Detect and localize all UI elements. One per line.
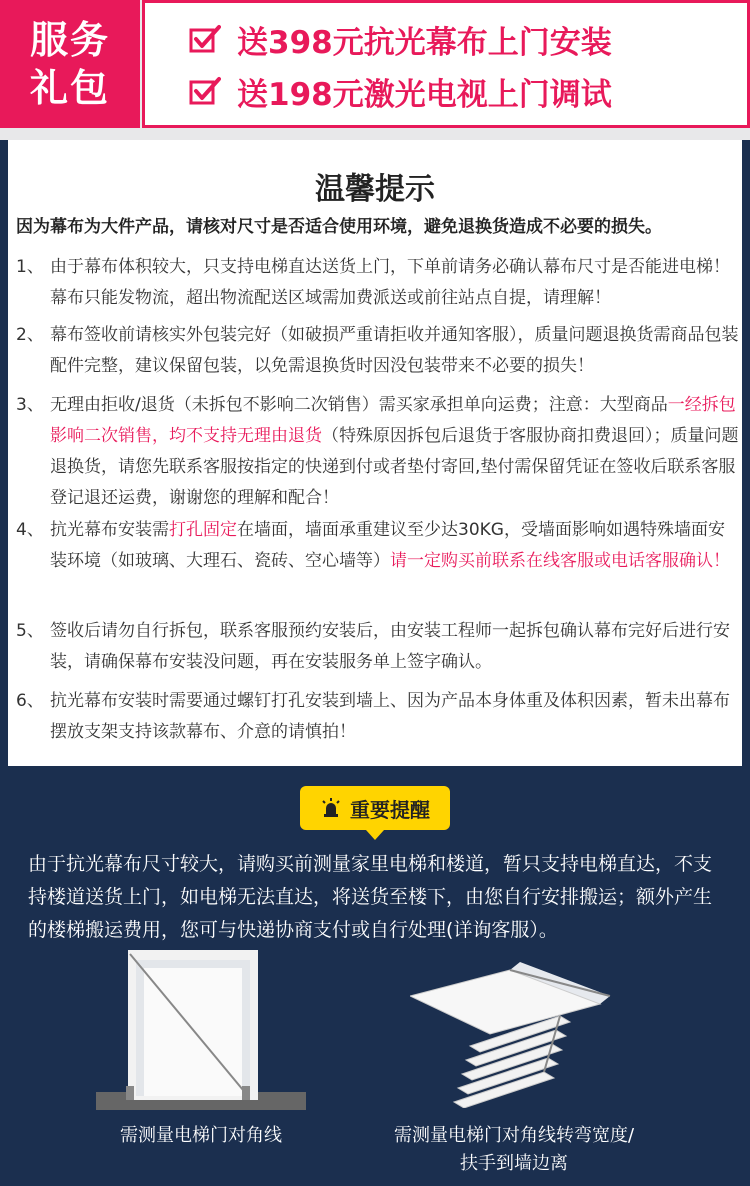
notice-item-number: 2、 — [16, 325, 44, 345]
notice-item — [16, 616, 740, 678]
gift-label-line2: 礼包 — [29, 66, 110, 110]
elevator-caption: 需测量电梯门对角线 — [120, 1125, 282, 1146]
gift-label — [0, 0, 140, 128]
notice-item — [16, 686, 740, 748]
important-reminder-text: 由于抗光幕布尺寸较大，请购买前测量家里电梯和楼道，暂只支持电梯直达，不支持楼道送货上门，如电梯无法直达，将送货至楼下，由您自行安排搬运；额外产生的楼梯搬运费用，您可与快递协商支付或自行处理(详询客服）。 — [28, 853, 713, 941]
notice-item-text — [16, 515, 740, 577]
notice-title: 温馨提示 — [315, 172, 435, 207]
notice-item-warning: 打孔固定 — [169, 520, 237, 540]
notice-item-number: 3、 — [16, 395, 44, 415]
notice-card — [8, 140, 742, 766]
notice-item-number: 4、 — [16, 520, 44, 540]
gift-banner — [0, 0, 750, 140]
gift-item-text: 送198元激光电视上门调试 — [237, 76, 612, 113]
gift-item-text: 送398元抗光幕布上门安装 — [237, 24, 612, 61]
stairs-caption-line: 扶手到墙边离 — [460, 1153, 568, 1174]
notice-item — [16, 390, 740, 514]
notice-item-number: 5、 — [16, 621, 44, 641]
notice-item-text-part: （特殊原因拆包后退货于客服协商扣费退回）；质量问题退换货，请您先联系客服按指定的快递到付或者垫付寄回,垫付需保留凭证在签收后联系客服登记退还运费，谢谢您的理解和配合！ — [50, 426, 739, 508]
notice-item-text: 幕布签收前请核实外包装完好（如破损严重请拒收并通知客服），质量问题退换货需商品包装配件完整，建议保留包装，以免需退换货时因没包装带来不必要的损失！ — [50, 325, 739, 376]
checkbox-checked-icon — [189, 24, 221, 54]
notice-item-text: 由于幕布体积较大，只支持电梯直达送货上门，下单前请务必确认幕布尺寸是否能进电梯！幕布只能发物流，超出物流配送区域需加费派送或前往站点自提，请理解！ — [50, 257, 730, 308]
important-reminder-badge — [300, 786, 450, 830]
notice-item-number: 6、 — [16, 691, 44, 711]
notice-item-text-part: 抗光幕布安装需 — [50, 520, 169, 540]
gift-item — [189, 13, 747, 65]
gift-item — [189, 65, 747, 117]
notice-item-number: 1、 — [16, 257, 44, 277]
notice-item — [16, 515, 740, 577]
notice-item-text: 签收后请勿自行拆包，联系客服预约安装后，由安装工程师一起拆包确认幕布完好后进行安装，请确保幕布安装没问题，再在安装服务单上签字确认。 — [50, 621, 730, 672]
gift-panel — [142, 0, 750, 128]
notice-item-text — [16, 390, 740, 514]
notice-intro: 因为幕布为大件产品，请核对尺寸是否适合使用环境，避免退换货造成不必要的损失。 — [16, 217, 662, 237]
stairs-caption-line: 需测量电梯门对角线转弯宽度/ — [393, 1125, 635, 1146]
gift-label-line1: 服务 — [29, 18, 110, 62]
important-reminder-label: 重要提醒 — [350, 797, 430, 822]
alarm-light-icon — [320, 797, 342, 819]
notice-item-warning: 请一定购买前联系在线客服或电话客服确认！ — [390, 551, 730, 571]
notice-item-warning: 一经拆包影响二次销售，均不支持无理由退货 — [50, 395, 736, 446]
notice-item-text: 抗光幕布安装时需要通过螺钉打孔安装到墙上、因为产品本身体重及体积因素，暂未出幕布摆放支架支持该款幕布、介意的请慎拍！ — [50, 691, 730, 742]
stairs-caption — [364, 1122, 664, 1178]
notice-item-text-part: 在墙面，墙面承重建议至少达30KG，受墙面影响如遇特殊墙面安装环境（如玻璃、大理石、瓷砖、空心墙等） — [50, 520, 725, 571]
notice-item — [16, 252, 740, 314]
elevator-illustration — [96, 950, 306, 1110]
stairs-illustration — [410, 956, 620, 1108]
notice-item-text-part: 无理由拒收/退货（未拆包不影响二次销售）需买家承担单向运费；注意：大型商品 — [50, 395, 668, 415]
notice-item — [16, 320, 740, 382]
checkbox-checked-icon — [189, 76, 221, 106]
